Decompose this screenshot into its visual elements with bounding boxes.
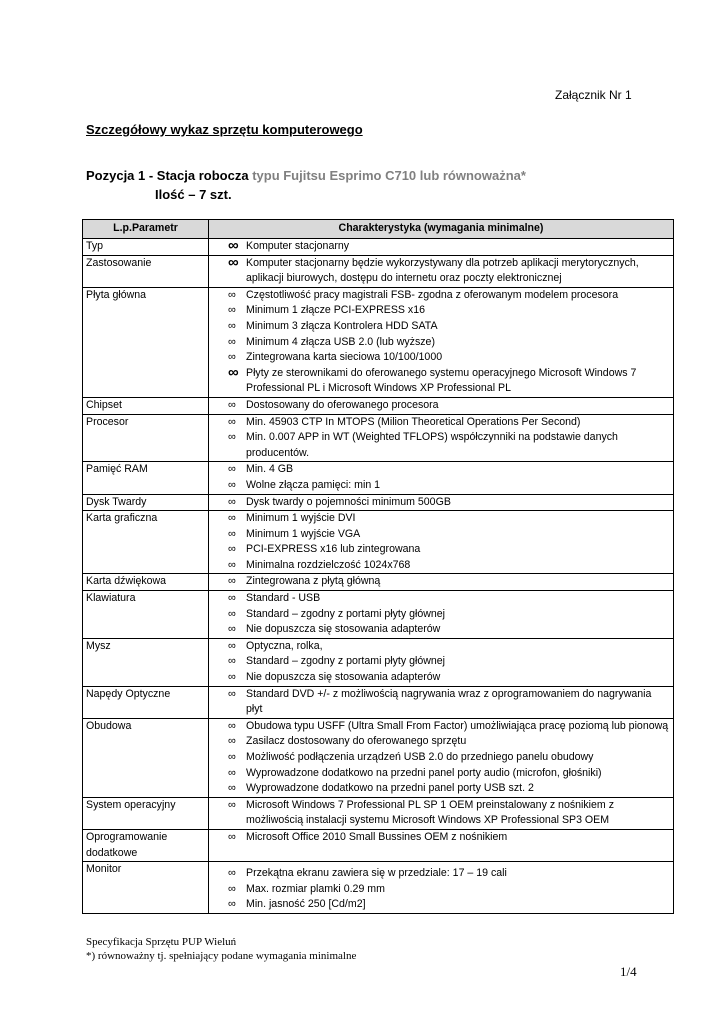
list-item (228, 303, 670, 319)
table-row (83, 829, 674, 861)
requirement-list (212, 495, 670, 511)
characteristics-cell (209, 718, 674, 797)
infinity-bullet-icon: ∞ (228, 351, 236, 364)
requirement-text: Dysk twardy o pojemności minimum 500GB (246, 495, 451, 508)
infinity-bullet-icon: ∞ (228, 319, 236, 332)
requirement-text: Minimum 3 złącza Kontrolera HDD SATA (246, 319, 438, 332)
parameter-cell: Dysk Twardy (83, 494, 209, 511)
table-row (83, 638, 674, 686)
table-row (83, 255, 674, 287)
characteristics-cell (209, 414, 674, 462)
position-prefix: Pozycja 1 - Stacja robocza (86, 168, 253, 183)
infinity-bullet-icon: ∞ (228, 639, 236, 652)
quantity-line: Ilość – 7 szt. (155, 187, 232, 202)
list-item (228, 398, 670, 414)
requirement-list (212, 288, 670, 397)
table-header-row (83, 220, 674, 239)
position-model: typu Fujitsu Esprimo C710 lub równoważna* (252, 168, 526, 183)
document-title: Szczegółowy wykaz sprzętu komputerowego (86, 122, 363, 137)
list-item (228, 527, 670, 543)
table-row (83, 797, 674, 829)
table-row (83, 511, 674, 574)
requirement-text: PCI-EXPRESS x16 lub zintegrowana (246, 543, 421, 556)
list-item (228, 253, 670, 287)
infinity-bullet-icon: ∞ (228, 607, 236, 620)
requirement-text: Nie dopuszcza się stosowania adapterów (246, 671, 441, 684)
requirement-list (212, 253, 670, 287)
requirement-list (212, 574, 670, 590)
requirement-text: Microsoft Office 2010 Small Bussines OEM z nośnikiem (246, 830, 508, 843)
footer-line-2: *) równoważny tj. spełniający podane wymagania minimalne (86, 950, 357, 962)
infinity-bullet-icon: ∞ (228, 782, 236, 795)
requirement-text: Minimum 4 złącza USB 2.0 (lub wyższe) (246, 335, 435, 348)
list-item (228, 288, 670, 304)
infinity-bullet-icon: ∞ (228, 415, 236, 428)
list-item (228, 670, 670, 686)
parameter-cell: Monitor (83, 862, 209, 914)
characteristics-cell (209, 797, 674, 829)
parameter-cell: Typ (83, 239, 209, 256)
requirement-list (212, 830, 670, 846)
requirement-text: Min. 0.007 APP in WT (Weighted TFLOPS) współczynniki na podstawie danych producentów. (246, 431, 618, 459)
parameter-cell: Chipset (83, 397, 209, 414)
list-item (228, 511, 670, 527)
infinity-bullet-icon: ∞ (228, 543, 236, 556)
characteristics-cell (209, 574, 674, 591)
position-heading (86, 168, 526, 183)
table-row (83, 718, 674, 797)
list-item (228, 478, 670, 494)
list-item (228, 335, 670, 351)
requirement-text: Min. 45903 CTP In MTOPS (Milion Theoretical Operations Per Second) (246, 415, 581, 428)
requirement-text: Max. rozmiar plamki 0.29 mm (246, 882, 385, 895)
infinity-bullet-icon: ∞ (228, 735, 236, 748)
infinity-bullet-icon: ∞ (228, 431, 236, 444)
column-header-parameter: L.p.Parametr (83, 220, 209, 239)
list-item (228, 319, 670, 335)
table-row (83, 686, 674, 718)
list-item (228, 766, 670, 782)
characteristics-cell (209, 591, 674, 639)
infinity-bullet-icon: ∞ (228, 623, 236, 636)
requirement-list (212, 687, 670, 718)
infinity-bullet-icon: ∞ (228, 558, 236, 571)
infinity-bullet-icon: ∞ (228, 527, 236, 540)
requirement-text: Standard – zgodny z portami płyty głównej (246, 607, 446, 620)
requirement-text: Optyczna, rolka, (246, 639, 323, 652)
infinity-bullet-icon: ∞ (228, 575, 236, 588)
list-item (228, 415, 670, 431)
parameter-cell: Napędy Optyczne (83, 686, 209, 718)
infinity-bullet-icon: ∞ (228, 304, 236, 317)
table-row (83, 397, 674, 414)
parameter-cell: Pamięć RAM (83, 462, 209, 494)
characteristics-cell (209, 494, 674, 511)
requirement-list (212, 862, 670, 913)
table-row (83, 414, 674, 462)
table-row (83, 239, 674, 256)
list-item (228, 430, 670, 461)
list-item (228, 495, 670, 511)
list-item (228, 830, 670, 846)
footer (86, 935, 356, 963)
requirement-text: Standard – zgodny z portami płyty głównej (246, 655, 446, 668)
infinity-bullet-icon: ∞ (228, 867, 236, 880)
list-item (228, 750, 670, 766)
table-row (83, 462, 674, 494)
infinity-bullet-icon: ∞ (228, 671, 236, 684)
parameter-cell: Oprogramowanie dodatkowe (83, 829, 209, 861)
table-row (83, 287, 674, 397)
requirement-text: Wyprowadzone dodatkowo na przedni panel porty audio (microfon, głośniki) (246, 766, 602, 779)
table-row (83, 574, 674, 591)
table-row (83, 862, 674, 914)
requirement-text: Zasilacz dostosowany do oferowanego sprzętu (246, 735, 467, 748)
requirement-list (212, 398, 670, 414)
requirement-text: Minimum 1 wyjście VGA (246, 527, 361, 540)
parameter-cell: Mysz (83, 638, 209, 686)
infinity-bullet-icon: ∞ (228, 898, 236, 911)
requirement-text: Min. jasność 250 [Cd/m2] (246, 898, 366, 911)
list-item (228, 687, 670, 718)
requirement-text: Microsoft Windows 7 Professional PL SP 1 OEM preinstalowany z nośnikiem z możliwością instalacji systemu Microsoft Windows XP Professional SP3 OEM (246, 798, 614, 827)
requirement-text: Zintegrowana karta sieciowa 10/100/1000 (246, 351, 443, 364)
characteristics-cell (209, 397, 674, 414)
list-item (228, 798, 670, 829)
infinity-bullet-icon: ∞ (228, 463, 236, 476)
list-item (228, 882, 670, 898)
infinity-bullet-icon: ∞ (228, 512, 236, 525)
parameter-cell: Karta graficzna (83, 511, 209, 574)
infinity-bullet-icon: ∞ (228, 288, 236, 301)
requirement-text: Przekątna ekranu zawiera się w przedziale: 17 – 19 cali (246, 867, 507, 880)
characteristics-cell (209, 829, 674, 861)
characteristics-cell (209, 686, 674, 718)
requirement-list (212, 639, 670, 686)
parameter-cell: Procesor (83, 414, 209, 462)
requirement-list (212, 239, 670, 255)
characteristics-cell (209, 462, 674, 494)
requirement-list (212, 511, 670, 573)
requirement-text: Standard DVD +/- z możliwością nagrywania wraz z oprogramowaniem do nagrywania płyt (246, 687, 652, 716)
requirement-text: Standard - USB (246, 592, 321, 605)
requirement-text: Wolne złącza pamięci: min 1 (246, 478, 381, 491)
table-row (83, 494, 674, 511)
infinity-bullet-icon: ∞ (228, 478, 236, 491)
requirement-text: Obudowa typu USFF (Ultra Small From Factor) umożliwiająca pracę poziomą lub pionową (246, 719, 669, 732)
list-item (228, 719, 670, 735)
requirement-text: Wyprowadzone dodatkowo na przedni panel porty USB szt. 2 (246, 782, 534, 795)
list-item (228, 574, 670, 590)
table-row (83, 591, 674, 639)
requirement-list (212, 719, 670, 797)
infinity-bullet-icon: ∞ (228, 592, 236, 605)
list-item (228, 542, 670, 558)
infinity-bullet-icon: ∞ (228, 398, 236, 411)
infinity-bullet-icon: ∞ (228, 766, 236, 779)
list-item (228, 558, 670, 574)
infinity-bullet-icon: ∞ (228, 687, 236, 700)
requirement-text: Minimum 1 wyjście DVI (246, 512, 356, 525)
requirement-text: Minimalna rozdzielczość 1024x768 (246, 558, 411, 571)
infinity-bullet-icon: ∞ (228, 335, 236, 348)
list-item (228, 781, 670, 797)
list-item (228, 239, 670, 255)
footer-line-1: Specyfikacja Sprzętu PUP Wieluń (86, 936, 237, 948)
list-item (228, 622, 670, 638)
list-item (228, 734, 670, 750)
requirement-text: Możliwość podłączenia urządzeń USB 2.0 do przedniego panelu obudowy (246, 751, 594, 763)
requirement-text: Dostosowany do oferowanego procesora (246, 398, 439, 411)
parameter-cell: System operacyjny (83, 797, 209, 829)
list-item (228, 654, 670, 670)
annex-label: Załącznik Nr 1 (555, 88, 632, 102)
parameter-cell: Obudowa (83, 718, 209, 797)
infinity-bullet-icon: ∞ (228, 882, 236, 895)
characteristics-cell (209, 255, 674, 287)
parameter-cell: Karta dźwiękowa (83, 574, 209, 591)
characteristics-cell (209, 511, 674, 574)
infinity-bullet-icon: ∞ (228, 719, 236, 732)
table-body (83, 239, 674, 914)
requirement-list (212, 591, 670, 638)
infinity-bullet-icon: ∞ (228, 655, 236, 668)
list-item (228, 363, 670, 397)
infinity-bullet-icon: ∞ (228, 495, 236, 508)
parameter-cell: Zastosowanie (83, 255, 209, 287)
list-item (228, 866, 670, 882)
list-item (228, 350, 670, 366)
requirement-list (212, 798, 670, 829)
column-header-characteristics: Charakterystyka (wymagania minimalne) (209, 220, 674, 239)
requirement-text: Płyty ze sterownikami do oferowanego systemu operacyjnego Microsoft Windows 7 Professional PL i Microsoft Windows XP Professional PL (246, 366, 637, 395)
requirement-text: Komputer stacjonarny będzie wykorzystywany dla potrzeb aplikacji merytorycznych, aplikacji biurowych, dostępu do internetu oraz poczty elektronicznej (246, 256, 639, 285)
infinity-bullet-icon: ∞ (228, 237, 239, 254)
list-item (228, 607, 670, 623)
requirement-text: Nie dopuszcza się stosowania adapterów (246, 623, 441, 636)
requirement-text: Minimum 1 złącze PCI-EXPRESS x16 (246, 304, 425, 317)
list-item (228, 591, 670, 607)
requirement-text: Komputer stacjonarny (246, 240, 350, 252)
parameter-cell: Klawiatura (83, 591, 209, 639)
characteristics-cell (209, 239, 674, 256)
requirement-list (212, 462, 670, 493)
parameter-cell: Płyta główna (83, 287, 209, 397)
infinity-bullet-icon: ∞ (228, 253, 239, 271)
requirement-text: Częstotliwość pracy magistrali FSB- zgodna z oferowanym modelem procesora (246, 288, 619, 301)
characteristics-cell (209, 862, 674, 914)
characteristics-cell (209, 287, 674, 397)
list-item (228, 462, 670, 478)
list-item (228, 897, 670, 913)
infinity-bullet-icon: ∞ (228, 363, 239, 381)
list-item (228, 639, 670, 655)
spec-table (82, 219, 674, 914)
requirement-text: Min. 4 GB (246, 463, 294, 476)
infinity-bullet-icon: ∞ (228, 830, 236, 843)
characteristics-cell (209, 638, 674, 686)
infinity-bullet-icon: ∞ (228, 751, 236, 763)
page-number: 1/4 (620, 964, 637, 979)
requirement-text: Zintegrowana z płytą główną (246, 575, 381, 588)
requirement-list (212, 415, 670, 462)
infinity-bullet-icon: ∞ (228, 798, 236, 811)
